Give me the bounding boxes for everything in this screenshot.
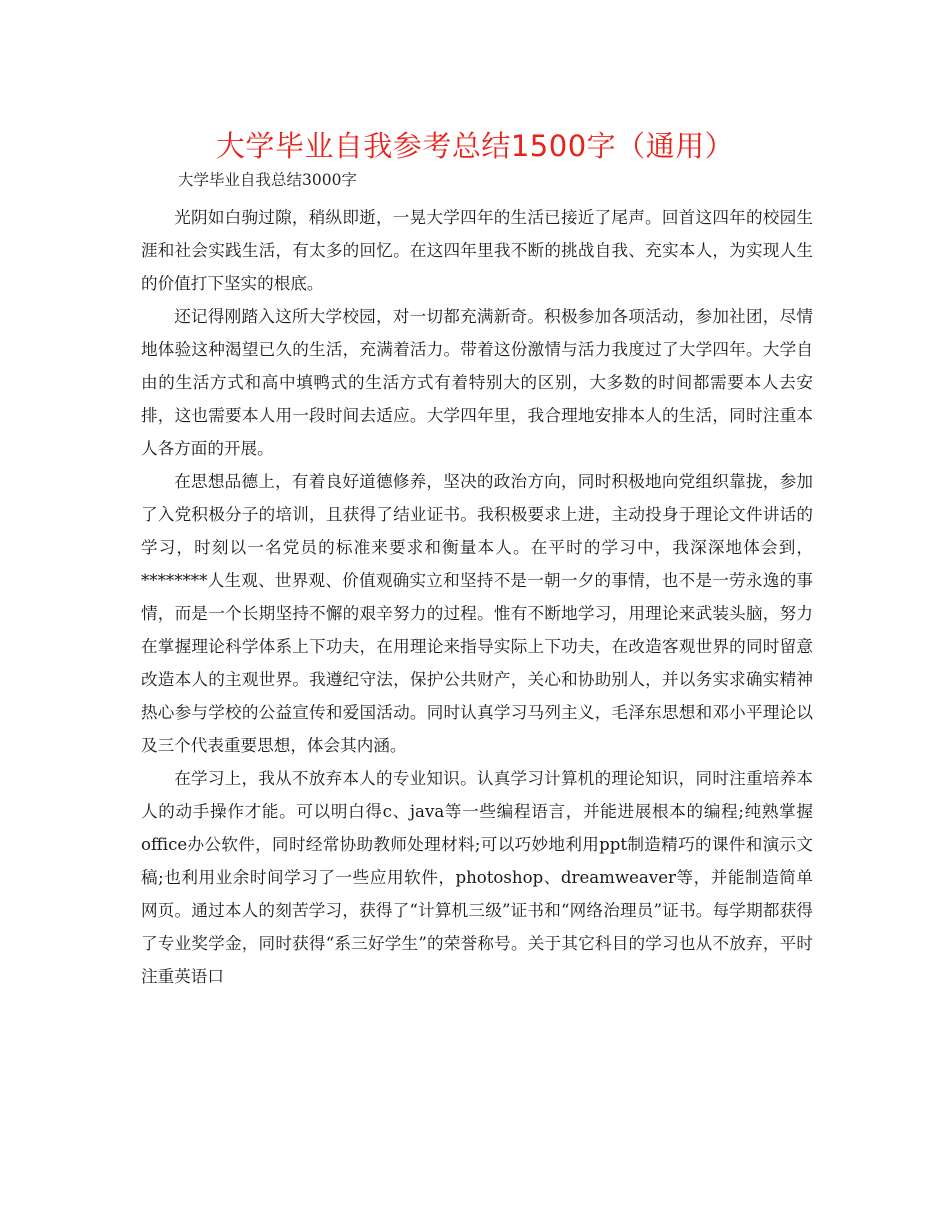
paragraph-1: 光阴如白驹过隙，稍纵即逝，一晃大学四年的生活已接近了尾声。回首这四年的校园生涯和社会实践生活，有太多的回忆。在这四年里我不断的挑战自我、充实本人，为实现人生的价值打下坚实的根底。 bbox=[141, 208, 813, 293]
paragraph-3: 在思想品德上，有着良好道德修养，坚决的政治方向，同时积极地向党组织靠拢，参加了入党积极分子的培训，且获得了结业证书。我积极要求上进，主动投身于理论文件讲话的学习，时刻以一名党员的标准来要求和衡量本人。在平时的学习中，我深深地体会到，********人生观、世界观、价值观确实立和坚持不是一朝一夕的事情，也不是一劳永逸的事情，而是一个长期坚持不懈的艰辛努力的过程。惟有不断地学习，用理论来武装头脑，努力在掌握理论科学体系上下功夫，在用理论来指导实际上下功夫，在改造客观世界的同时留意改造本人的主观世界。我遵纪守法，保护公共财产，关心和协助别人，并以务实求确实精神热心参与学校的公益宣传和爱国活动。同时认真学习马列主义，毛泽东思想和邓小平理论以及三个代表重要思想，体会其内涵。 bbox=[141, 472, 813, 755]
paragraph-2: 还记得刚踏入这所大学校园，对一切都充满新奇。积极参加各项活动，参加社团，尽情地体验这种渴望已久的生活，充满着活力。带着这份激情与活力我度过了大学四年。大学自由的生活方式和高中填鸭式的生活方式有着特别大的区别，大多数的时间都需要本人去安排，这也需要本人用一段时间去适应。大学四年里，我合理地安排本人的生活，同时注重本人各方面的开展。 bbox=[141, 307, 813, 458]
document-title: 大学毕业自我参考总结1500字（通用） bbox=[215, 129, 735, 163]
document-subtitle: 大学毕业自我总结3000字 bbox=[178, 171, 357, 189]
document-body bbox=[141, 201, 813, 993]
paragraph-4: 在学习上，我从不放弃本人的专业知识。认真学习计算机的理论知识，同时注重培养本人的动手操作才能。可以明白得c、java等一些编程语言，并能进展根本的编程;纯熟掌握office办公软件，同时经常协助教师处理材料;可以巧妙地利用ppt制造精巧的课件和演示文稿;也利用业余时间学习了一些应用软件，photoshop、dreamweaver等，并能制造简单网页。通过本人的刻苦学习，获得了“计算机三级”证书和“网络治理员”证书。每学期都获得了专业奖学金，同时获得“系三好学生”的荣誉称号。关于其它科目的学习也从不放弃，平时注重英语口 bbox=[141, 769, 813, 986]
